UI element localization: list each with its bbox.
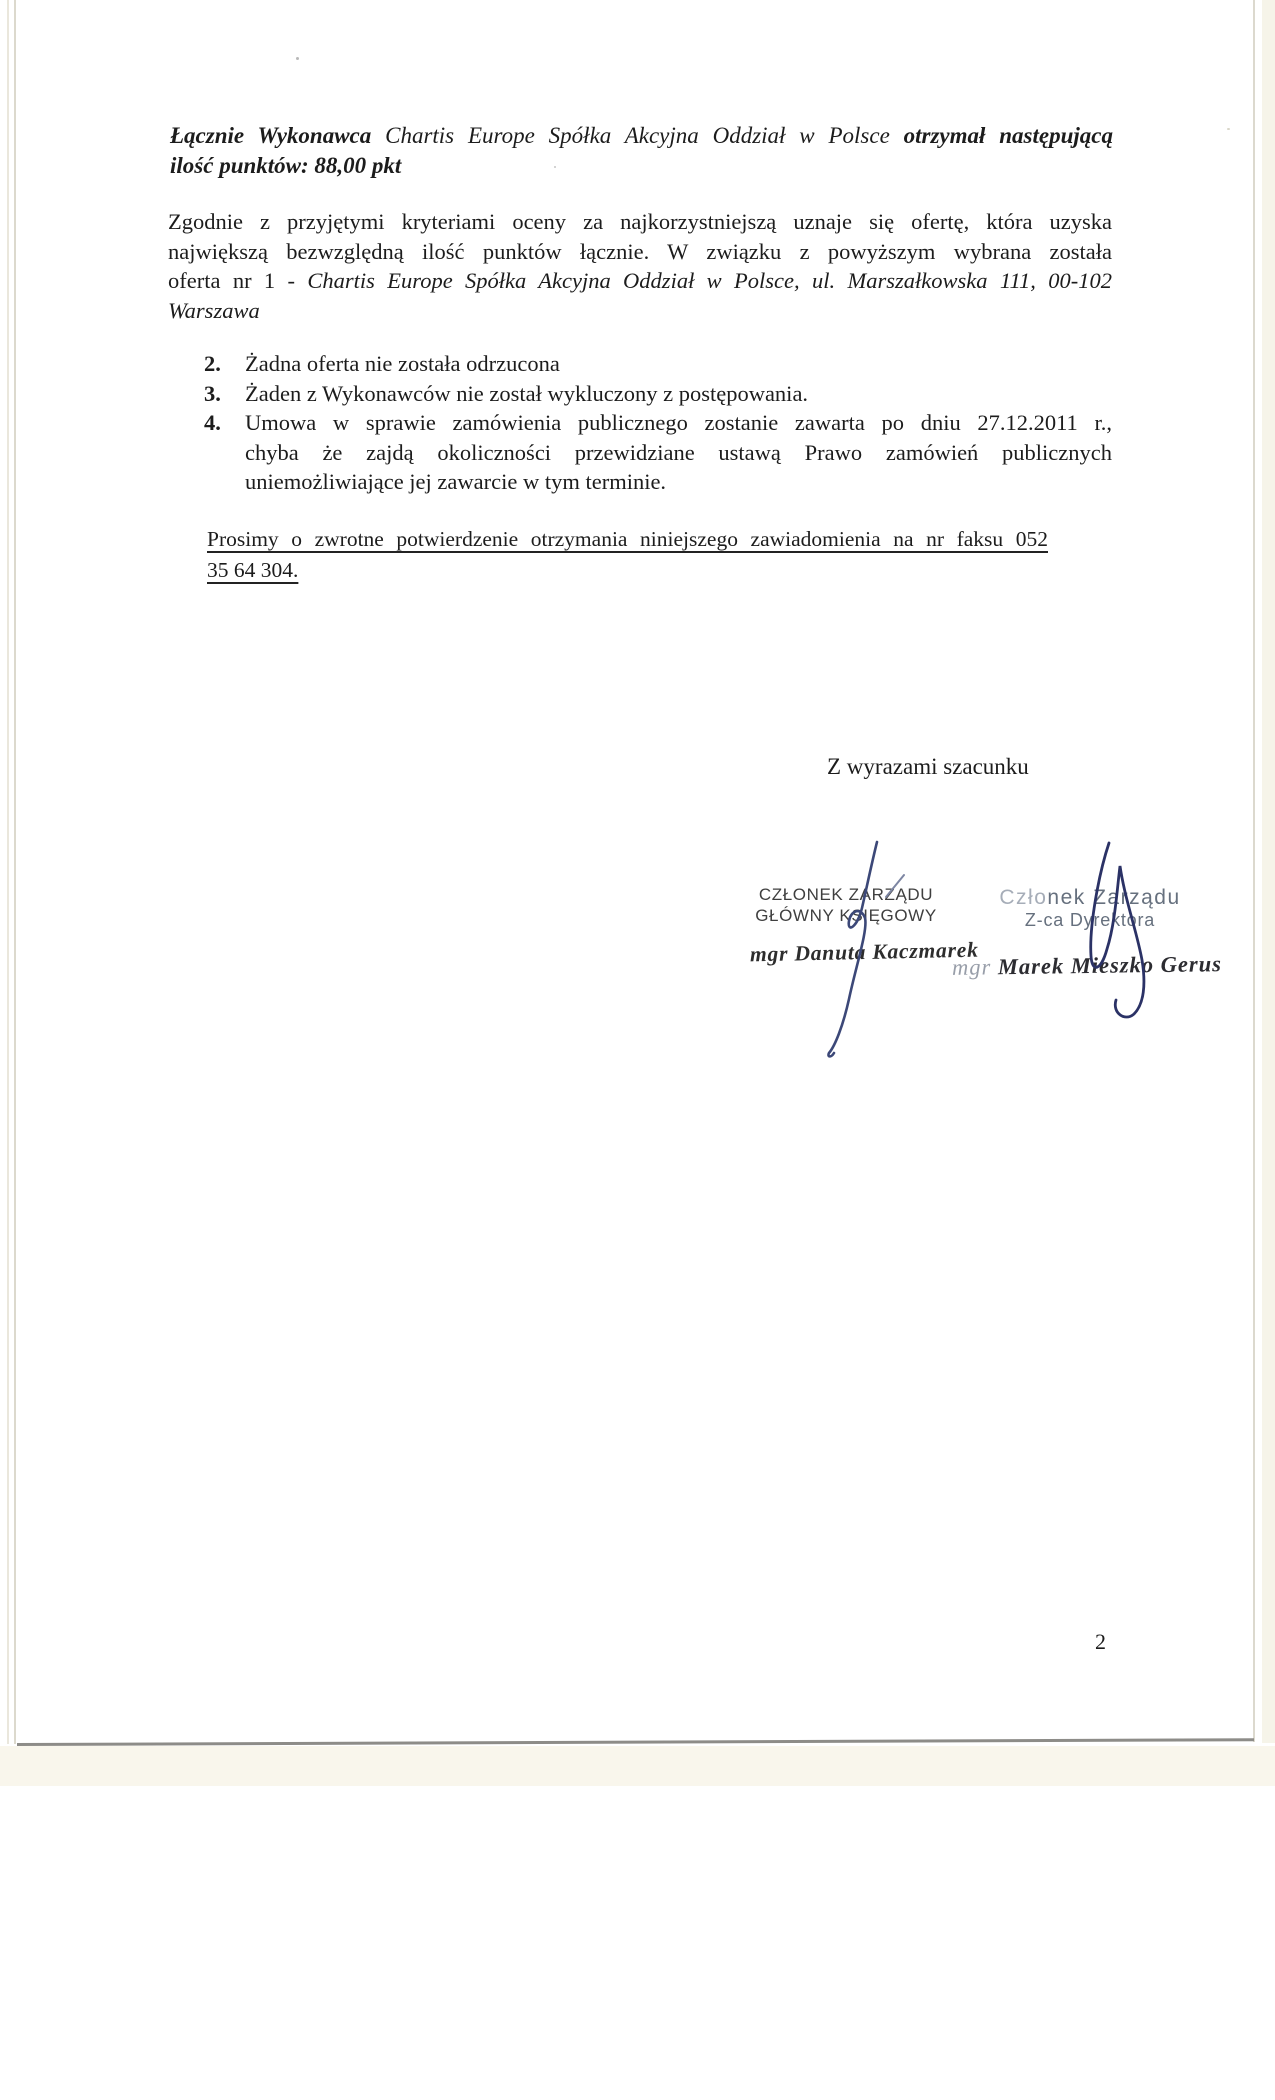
item4-line-2: chyba że zajdą okoliczności przewidziane ustawą Prawo zamówień publicznych xyxy=(245,439,1112,465)
scan-speck xyxy=(296,57,299,60)
list-item xyxy=(204,349,1112,379)
stamp-left-title-line-1: CZŁONEK ZARZĄDU xyxy=(758,885,934,904)
heading-line-2: ilość punktów: 88,00 pkt xyxy=(170,153,402,178)
item-number: 2. xyxy=(204,351,221,376)
heading-line1-company: Chartis Europe Spółka Akcyjna Oddział w Polsce xyxy=(385,123,904,148)
heading-line1-bold-start: Łącznie Wykonawca xyxy=(170,123,386,148)
stamp-left-title xyxy=(744,884,948,926)
fax-notice-line-1: Prosimy o zwrotne potwierdzenie otrzymania niniejszego zawiadomienia na nr faksu 052 xyxy=(207,527,1048,551)
scan-speck xyxy=(1227,128,1230,130)
item4-line-1: Umowa w sprawie zamówienia publicznego zostanie zawarta po dniu 27.12.2011 r., xyxy=(245,410,1112,435)
closing-salutation: Z wyrazami szacunku xyxy=(827,754,1029,779)
signatory-name-right-prefix: mgr xyxy=(951,954,999,980)
stamp-right-title-rest: nek Zarządu xyxy=(1047,886,1181,909)
item-text: Żaden z Wykonawców nie został wykluczony z postępowania. xyxy=(245,380,809,406)
signatory-name-right-main: Marek Mieszko Gerus xyxy=(997,951,1223,980)
list-item xyxy=(204,379,1112,409)
fax-notice xyxy=(207,524,1048,586)
paragraph-line-3 xyxy=(168,266,1112,296)
paragraph-line-4: Warszawa xyxy=(168,297,260,323)
page-edge-right-inner xyxy=(1253,0,1255,1742)
paragraph-line-1: Zgodnie z przyjętymi kryteriami oceny za najkorzystniejszą uznaje się ofertę, która uzyska xyxy=(168,209,1112,234)
item-number: 4. xyxy=(204,410,221,435)
body-paragraph xyxy=(168,207,1112,325)
heading-line-1 xyxy=(170,121,1113,151)
signatory-name-left: mgr Danuta Kaczmarek xyxy=(749,937,979,967)
stamp-right-title-faded: Czło xyxy=(999,886,1048,909)
stamp-right-title xyxy=(975,886,1205,932)
fax-notice-line-2: 35 64 304. xyxy=(207,558,299,582)
heading xyxy=(170,121,1113,181)
signatory-name-right xyxy=(952,951,1222,981)
stamp-right-title-line-2: Z-ca Dyrektora xyxy=(1024,910,1156,930)
item-number: 3. xyxy=(204,380,221,406)
page-bottom-edge xyxy=(17,1738,1254,1745)
page-number: 2 xyxy=(1095,1629,1106,1654)
list-item xyxy=(204,408,1112,497)
heading-line1-bold-end: otrzymał następującą xyxy=(903,123,1113,148)
numbered-list xyxy=(204,349,1112,497)
page-bottom-band xyxy=(0,1746,1275,1786)
item-text xyxy=(245,408,1112,497)
paragraph-line3-company: Chartis Europe Spółka Akcyjna Oddział w Polsce, ul. Marszałkowska 111, 00-102 xyxy=(307,268,1112,293)
page-edge-right-band xyxy=(1262,0,1275,1743)
stamp-left-title-line-2: GŁÓWNY KSIĘGOWY xyxy=(755,906,937,925)
item4-line-3: uniemożliwiające jej zawarcie w tym terminie. xyxy=(245,469,667,494)
paragraph-line3-roman: oferta nr 1 - xyxy=(168,268,308,293)
item-text: Żadna oferta nie została odrzucona xyxy=(245,351,560,376)
paragraph-line-2: największą bezwzględną ilość punktów łącznie. W związku z powyższym wybrana została xyxy=(168,238,1112,264)
page-edge-left-outer xyxy=(7,0,9,1744)
page-edge-left-inner xyxy=(14,0,16,1744)
stamp-right-title-line-1 xyxy=(975,886,1205,909)
